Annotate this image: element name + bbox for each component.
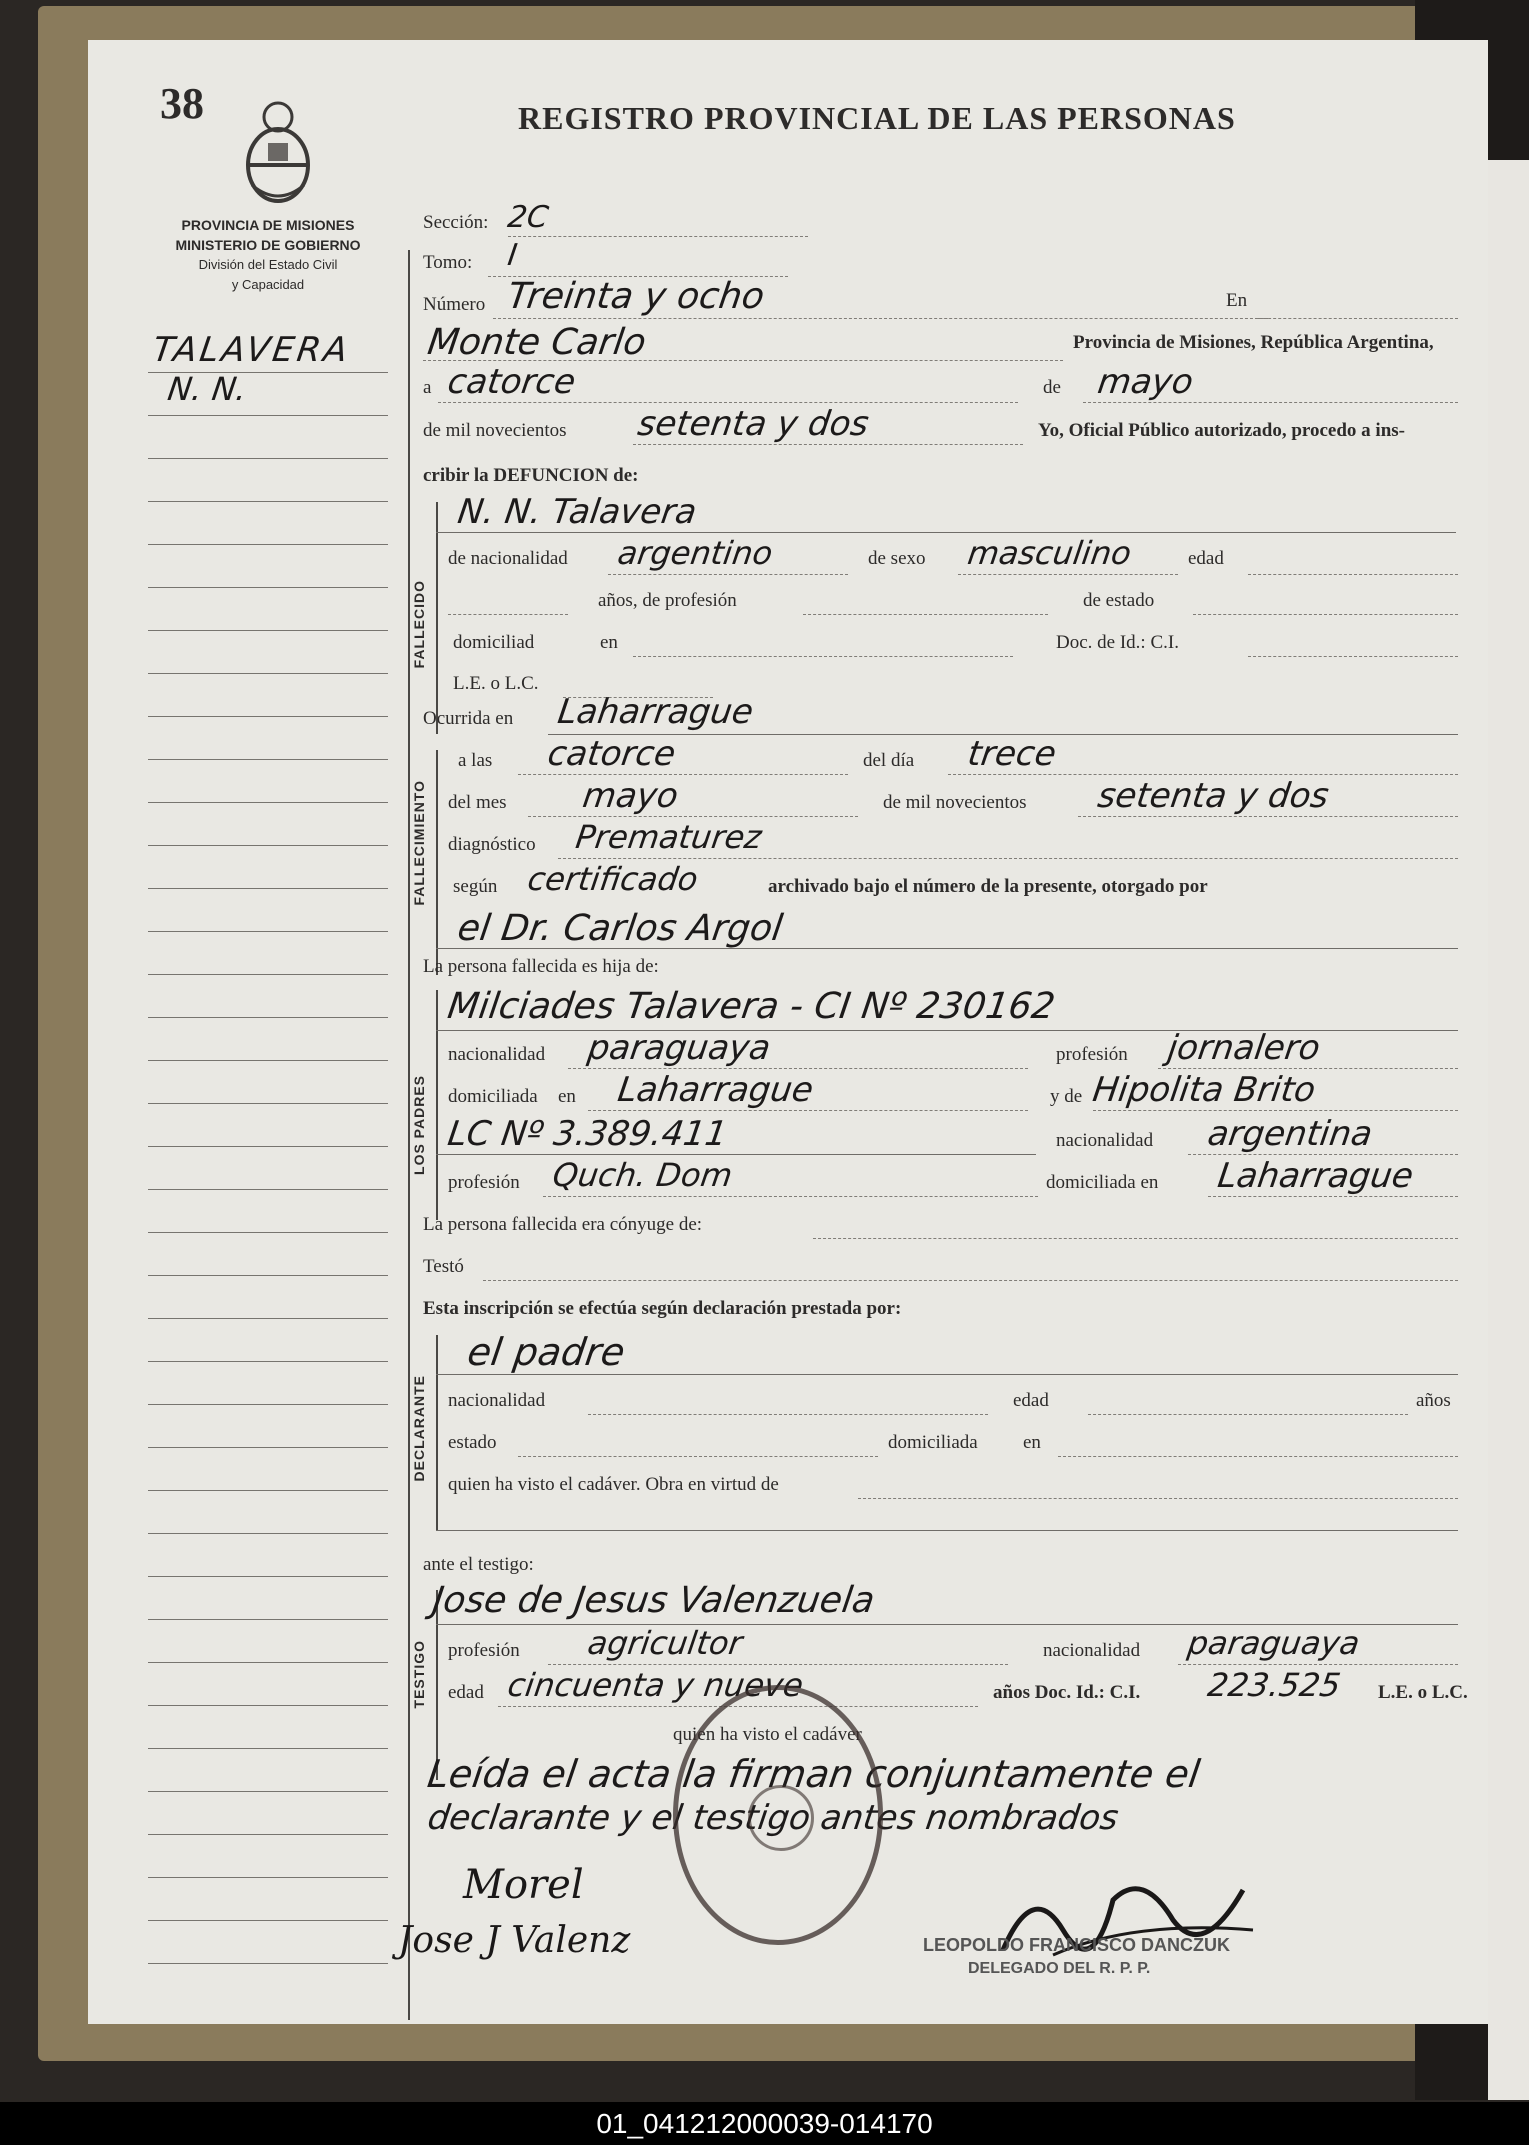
padre-dom-label: domiciliada — [448, 1086, 538, 1107]
fallecido-en-label: en — [600, 632, 618, 653]
fallecido-nacionalidad-value: argentino — [615, 534, 776, 572]
hija-de-label: La persona fallecida es hija de: — [423, 956, 659, 977]
fallecimiento-anio-label: de mil novecientos — [883, 792, 1027, 813]
lugar-line — [423, 360, 1063, 361]
margin-ruled-line — [148, 1920, 388, 1921]
margin-ruled-line — [148, 1017, 388, 1018]
archivado-text: archivado bajo el número de la presente, otorgado por — [768, 876, 1208, 897]
madre-prof-line — [543, 1196, 1038, 1197]
margin-ruled-line — [148, 415, 388, 416]
margin-ruled-line — [148, 1877, 388, 1878]
fallecido-sexo-line — [958, 574, 1178, 575]
hora-line — [518, 774, 848, 775]
fallecido-sexo-label: de sexo — [868, 548, 926, 569]
fallecido-doc-label: Doc. de Id.: C.I. — [1056, 632, 1179, 653]
fallecido-nombre-line — [436, 532, 1456, 533]
testigo-nombre: Jose de Jesus Valenzuela — [430, 1580, 878, 1621]
declarante-nombre: el padre — [464, 1330, 628, 1374]
anio-label: de mil novecientos — [423, 420, 567, 441]
fallecido-estado-line — [1193, 614, 1458, 615]
testo-line — [483, 1280, 1458, 1281]
madre-value: Hipolita Brito — [1090, 1070, 1318, 1110]
margin-ruled-line — [148, 544, 388, 545]
padres-section-label: LOS PADRES — [411, 1075, 427, 1175]
testigo-nac-label: nacionalidad — [1043, 1640, 1141, 1661]
ocurrida-label: Ocurrida en — [423, 708, 514, 729]
padre-prof-value: jornalero — [1165, 1028, 1323, 1068]
testigo-prof-label: profesión — [448, 1640, 520, 1661]
seccion-line — [508, 236, 808, 237]
margin-ruled-line — [148, 1361, 388, 1362]
numero-value: Treinta y ocho — [505, 276, 767, 317]
a-las-label: a las — [458, 750, 493, 771]
margin-ruled-line — [148, 1232, 388, 1233]
seccion-label: Sección: — [423, 212, 489, 233]
fallecimiento-dia-value: trece — [965, 734, 1059, 774]
fallecimiento-anio-line — [1078, 816, 1458, 817]
official-seal-center — [748, 1785, 814, 1851]
fallecido-bracket — [436, 502, 438, 734]
padre-nac-line — [568, 1068, 1028, 1069]
fallecido-nacionalidad-label: de nacionalidad — [448, 548, 568, 569]
padre-dom-value: Laharrague — [615, 1070, 816, 1110]
padre-nac-label: nacionalidad — [448, 1044, 546, 1065]
declarante-estado-label: estado — [448, 1432, 497, 1453]
madre-dom-line — [1208, 1196, 1458, 1197]
del-dia-label: del día — [863, 750, 915, 771]
fallecimiento-mes-line — [528, 816, 858, 817]
office-line-2: MINISTERIO DE GOBIERNO — [175, 237, 361, 253]
madre-dom-label: domiciliada en — [1046, 1172, 1159, 1193]
declaracion-label: Esta inscripción se efectúa según declaración prestada por: — [423, 1298, 902, 1319]
fallecido-domiciliado-label: domiciliad — [453, 632, 535, 653]
margin-ruled-line — [148, 1103, 388, 1104]
margin-ruled-line — [148, 845, 388, 846]
segun-value: certificado — [525, 860, 701, 898]
madre-doc-value: LC Nº 3.389.411 — [445, 1114, 730, 1154]
padre-prof-label: profesión — [1056, 1044, 1128, 1065]
signature-declarante: Morel — [463, 1862, 584, 1908]
madre-line — [1093, 1110, 1458, 1111]
declarante-dom-line — [1058, 1456, 1458, 1457]
en-label: En — [1226, 290, 1248, 311]
margin-ruled-line — [148, 673, 388, 674]
fallecimiento-mes-value: mayo — [580, 776, 681, 816]
margin-ruled-line — [148, 974, 388, 975]
medico-line — [436, 948, 1458, 949]
margin-ruled-line — [148, 1662, 388, 1663]
fallecido-doc-line — [1248, 656, 1458, 657]
padres-bracket — [436, 990, 438, 1220]
oficial-text: Yo, Oficial Público autorizado, procedo a ins- — [1038, 420, 1405, 441]
margin-ruled-line — [148, 1189, 388, 1190]
margin-ruled-line — [148, 1318, 388, 1319]
margin-ruled-line — [148, 802, 388, 803]
declarante-bottom-line — [436, 1530, 1458, 1531]
testigo-edad-value: cincuenta y nueve — [505, 1666, 806, 1704]
padre-nac-value: paraguaya — [585, 1028, 773, 1068]
seccion-value: 2C — [505, 200, 551, 235]
closing-line-2: declarante y el testigo antes nombrados — [425, 1798, 1121, 1838]
margin-ruled-line — [148, 1963, 388, 1964]
padre-value: Milciades Talavera - CI Nº 230162 — [445, 986, 1058, 1027]
fallecido-le-label: L.E. o L.C. — [453, 673, 539, 694]
margin-ruled-line — [148, 1705, 388, 1706]
inscribir-text: cribir la DEFUNCION de: — [423, 465, 639, 486]
office-line-4: y Capacidad — [231, 277, 305, 292]
fallecido-prof-line — [803, 614, 1048, 615]
fallecido-nombre: N. N. Talavera — [455, 492, 700, 532]
register-page — [88, 40, 1488, 2024]
conyuge-label: La persona fallecida era cónyuge de: — [423, 1214, 703, 1235]
diagnostico-label: diagnóstico — [448, 834, 536, 855]
coat-of-arms-icon — [238, 95, 318, 215]
conyuge-line — [813, 1238, 1458, 1239]
official-title: DELEGADO DEL R. P. P. — [968, 1960, 1151, 1977]
ocurrida-value: Laharrague — [555, 692, 756, 732]
madre-dom-value: Laharrague — [1215, 1156, 1416, 1196]
fallecimiento-anio-value: setenta y dos — [1095, 776, 1332, 816]
margin-ruled-line — [148, 888, 388, 889]
lugar-value: Monte Carlo — [425, 322, 649, 363]
madre-prof-value: Quch. Dom — [550, 1156, 735, 1194]
fallecido-edad-label: edad — [1188, 548, 1224, 569]
hora-value: catorce — [545, 734, 679, 774]
fallecido-nac-line — [608, 574, 848, 575]
fallecimiento-dia-line — [948, 774, 1458, 775]
diagnostico-value: Prematurez — [573, 818, 765, 856]
page-title: REGISTRO PROVINCIAL DE LAS PERSONAS — [518, 100, 1236, 136]
testigo-le-label: L.E. o L.C. — [1378, 1682, 1468, 1703]
margin-ruled-line — [148, 372, 388, 373]
fallecido-anios-line — [448, 614, 568, 615]
declarante-anios-label: años — [1416, 1390, 1451, 1411]
testigo-cadaver-label: quien ha visto el cadáver — [673, 1724, 862, 1745]
issuing-office — [148, 215, 388, 295]
margin-ruled-line — [148, 1576, 388, 1577]
a-label: a — [423, 377, 432, 398]
official-signature — [993, 1860, 1263, 1975]
declarante-nac-line — [588, 1414, 988, 1415]
testigo-edad-label: edad — [448, 1682, 484, 1703]
fallecido-dom-line — [633, 656, 1013, 657]
margin-divider — [408, 250, 410, 2020]
office-line-3: División del Estado Civil — [198, 257, 338, 272]
testigo-nac-line — [1178, 1664, 1458, 1665]
page-number: 38 — [160, 79, 204, 128]
margin-ruled-line — [148, 1447, 388, 1448]
testigo-intro: ante el testigo: — [423, 1554, 534, 1575]
tomo-label: Tomo: — [423, 252, 473, 273]
declarante-edad-label: edad — [1013, 1390, 1049, 1411]
image-id-bar: 01_041212000039-014170 — [0, 2102, 1529, 2145]
declarante-dom-label: domiciliada — [888, 1432, 978, 1453]
margin-ruled-line — [148, 1834, 388, 1835]
madre-nac-line — [1188, 1154, 1458, 1155]
margin-ruled-line — [148, 630, 388, 631]
margin-ruled-line — [148, 501, 388, 502]
fallecido-anios-label: años, de profesión — [598, 590, 737, 611]
margin-ruled-line — [148, 1060, 388, 1061]
madre-nac-label: nacionalidad — [1056, 1130, 1154, 1151]
closing-line-1: Leída el acta la firman conjuntamente el — [424, 1752, 1203, 1796]
testo-label: Testó — [423, 1256, 464, 1277]
margin-ruled-line — [148, 1748, 388, 1749]
en-line — [1258, 318, 1458, 319]
margin-ruled-line — [148, 1404, 388, 1405]
margin-ruled-line — [148, 1791, 388, 1792]
margin-ruled-line — [148, 759, 388, 760]
official-name: LEOPOLDO FRANCISCO DANCZUK — [923, 1935, 1230, 1955]
fallecido-estado-label: de estado — [1083, 590, 1155, 611]
margin-ruled-line — [148, 458, 388, 459]
testigo-doc-label: años Doc. Id.: C.I. — [993, 1682, 1141, 1703]
padre-dom-line — [588, 1110, 1028, 1111]
mes-line — [1083, 402, 1458, 403]
margin-ruled-line — [148, 931, 388, 932]
padre-en-label: en — [558, 1086, 576, 1107]
fallecimiento-bracket — [436, 750, 438, 975]
declarante-nac-label: nacionalidad — [448, 1390, 546, 1411]
del-mes-label: del mes — [448, 792, 507, 813]
testigo-prof-line — [548, 1664, 1008, 1665]
declarante-nombre-line — [436, 1374, 1458, 1375]
mes-value: mayo — [1095, 362, 1196, 402]
margin-ruled-line — [148, 1619, 388, 1620]
tomo-value: I — [505, 238, 520, 273]
margin-ruled-line — [148, 1146, 388, 1147]
declarante-bracket — [436, 1335, 438, 1530]
y-de-label: y de — [1050, 1086, 1083, 1107]
testigo-section-label: TESTIGO — [411, 1640, 427, 1709]
madre-doc-line — [436, 1154, 1036, 1155]
declarante-section-label: DECLARANTE — [411, 1375, 427, 1482]
diagnostico-line — [558, 858, 1458, 859]
fallecimiento-section-label: FALLECIMIENTO — [411, 780, 427, 906]
office-line-1: PROVINCIA DE MISIONES — [181, 217, 355, 233]
adjacent-page — [1488, 160, 1529, 2100]
madre-nac-value: argentina — [1205, 1114, 1375, 1154]
anio-line — [633, 444, 1023, 445]
fallecido-section-label: FALLECIDO — [411, 580, 427, 669]
margin-ruled-line — [148, 1275, 388, 1276]
declarante-estado-line — [518, 1456, 878, 1457]
declarante-en-label: en — [1023, 1432, 1041, 1453]
margin-surname: TALAVERA — [150, 330, 353, 370]
margin-ruled-line — [148, 587, 388, 588]
declarante-edad-line — [1088, 1414, 1408, 1415]
numero-line — [493, 318, 1268, 319]
padre-prof-line — [1158, 1068, 1458, 1069]
segun-label: según — [453, 876, 498, 897]
testigo-prof-value: agricultor — [585, 1624, 745, 1662]
anio-value: setenta y dos — [635, 404, 872, 444]
medico-value: el Dr. Carlos Argol — [455, 908, 786, 949]
fallecido-edad-line — [1248, 574, 1458, 575]
declarante-cadaver-label: quien ha visto el cadáver. Obra en virtud de — [448, 1474, 779, 1495]
provincia-text: Provincia de Misiones, República Argentina, — [1073, 332, 1434, 353]
madre-prof-label: profesión — [448, 1172, 520, 1193]
de-label: de — [1043, 377, 1061, 398]
numero-label: Número — [423, 294, 486, 315]
signature-testigo: Jose J Valenz — [398, 1920, 631, 1961]
margin-ruled-line — [148, 1533, 388, 1534]
dia-value: catorce — [445, 362, 579, 402]
margin-ruled-line — [148, 716, 388, 717]
margin-ruled-line — [148, 1490, 388, 1491]
dia-line — [438, 402, 1018, 403]
declarante-cadaver-line — [858, 1498, 1458, 1499]
testigo-nac-value: paraguaya — [1185, 1624, 1363, 1662]
margin-name: N. N. — [165, 370, 250, 408]
testigo-doc-value: 223.525 — [1205, 1666, 1343, 1704]
fallecido-sexo-value: masculino — [965, 534, 1134, 572]
